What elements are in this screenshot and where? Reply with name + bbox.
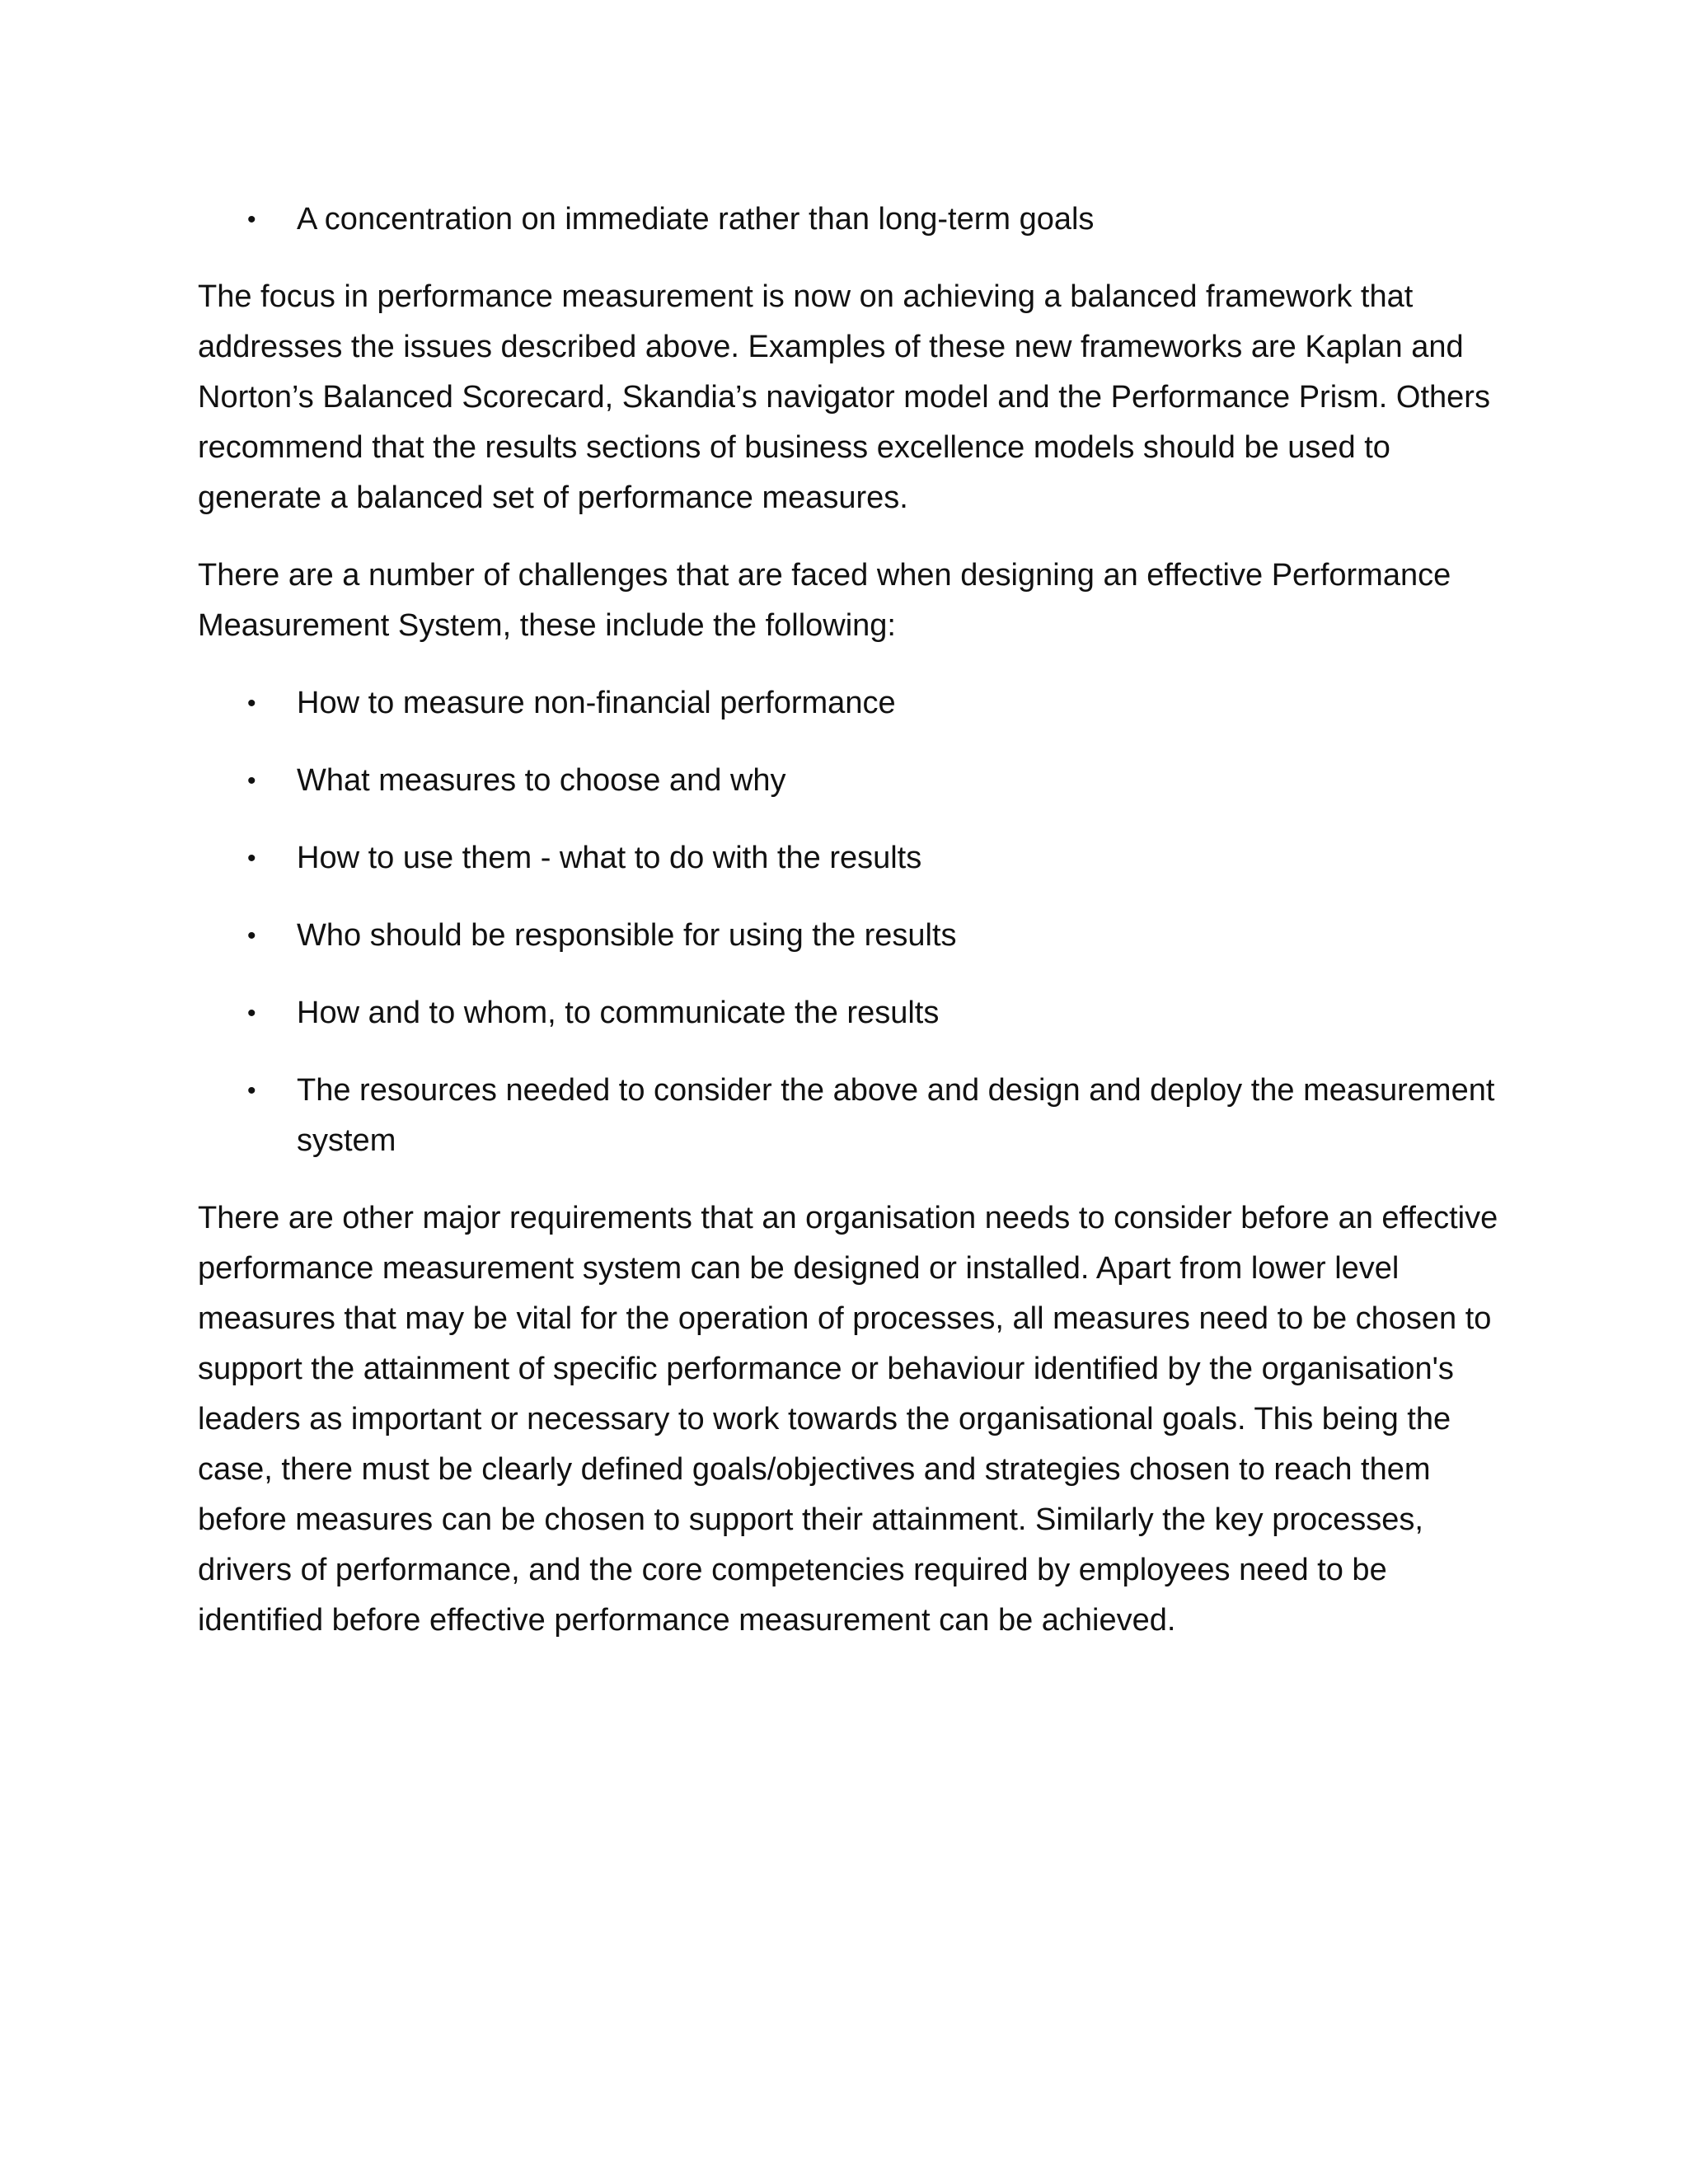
challenges-list [198, 678, 1500, 1166]
paragraph-requirements: There are other major requirements that an organisation needs to consider before an effective performance measurement system can be designed or installed. Apart from lower level measures that may be vital for the operation of processes, all measures need to be chosen to support the attainment of specific performance or behaviour identified by the organisation's leaders as important or necessary to work towards the organisational goals. This being the case, there must be clearly defined goals/objectives and strategies chosen to reach them before measures can be chosen to support their attainment. Similarly the key processes, drivers of performance, and the core competencies required by employees need to be identified before effective performance measurement can be achieved. [198, 1201, 1498, 1638]
paragraph-balanced-framework: The focus in performance measurement is now on achieving a balanced framework that addresses the issues described above. Examples of these new frameworks are Kaplan and Norton’s Balanced Scorecard, Skandia’s navigator model and the Performance Prism. Others recommend that the results sections of business excellence models should be used to generate a balanced set of performance measures. [198, 279, 1490, 515]
list-item [198, 678, 1500, 729]
list-item-text: What measures to choose and why [297, 763, 786, 798]
list-item [198, 1066, 1500, 1166]
bullet-icon: • [247, 767, 256, 794]
list-item-text: How to use them - what to do with the results [297, 841, 922, 875]
list-item-text: How to measure non-financial performance [297, 686, 896, 720]
list-item-text: The resources needed to consider the above and design and deploy the measurement system [297, 1073, 1495, 1158]
list-item-text: Who should be responsible for using the results [297, 918, 957, 953]
top-bullet-list [198, 194, 1500, 245]
list-item [198, 756, 1500, 806]
bullet-icon: • [247, 690, 256, 717]
list-item [198, 988, 1500, 1038]
list-item-text: A concentration on immediate rather than long-term goals [297, 202, 1095, 237]
bullet-icon: • [247, 845, 256, 872]
bullet-icon: • [247, 206, 256, 233]
bullet-icon: • [247, 1000, 256, 1027]
list-item-text: How and to whom, to communicate the results [297, 996, 940, 1030]
list-item [198, 833, 1500, 883]
list-item [198, 911, 1500, 961]
paragraph-challenges-intro: There are a number of challenges that are faced when designing an effective Performance Measurement System, these include the following: [198, 558, 1451, 643]
bullet-icon: • [247, 922, 256, 949]
bullet-icon: • [247, 1077, 256, 1104]
document-body [198, 194, 1500, 1673]
list-item [198, 194, 1500, 245]
